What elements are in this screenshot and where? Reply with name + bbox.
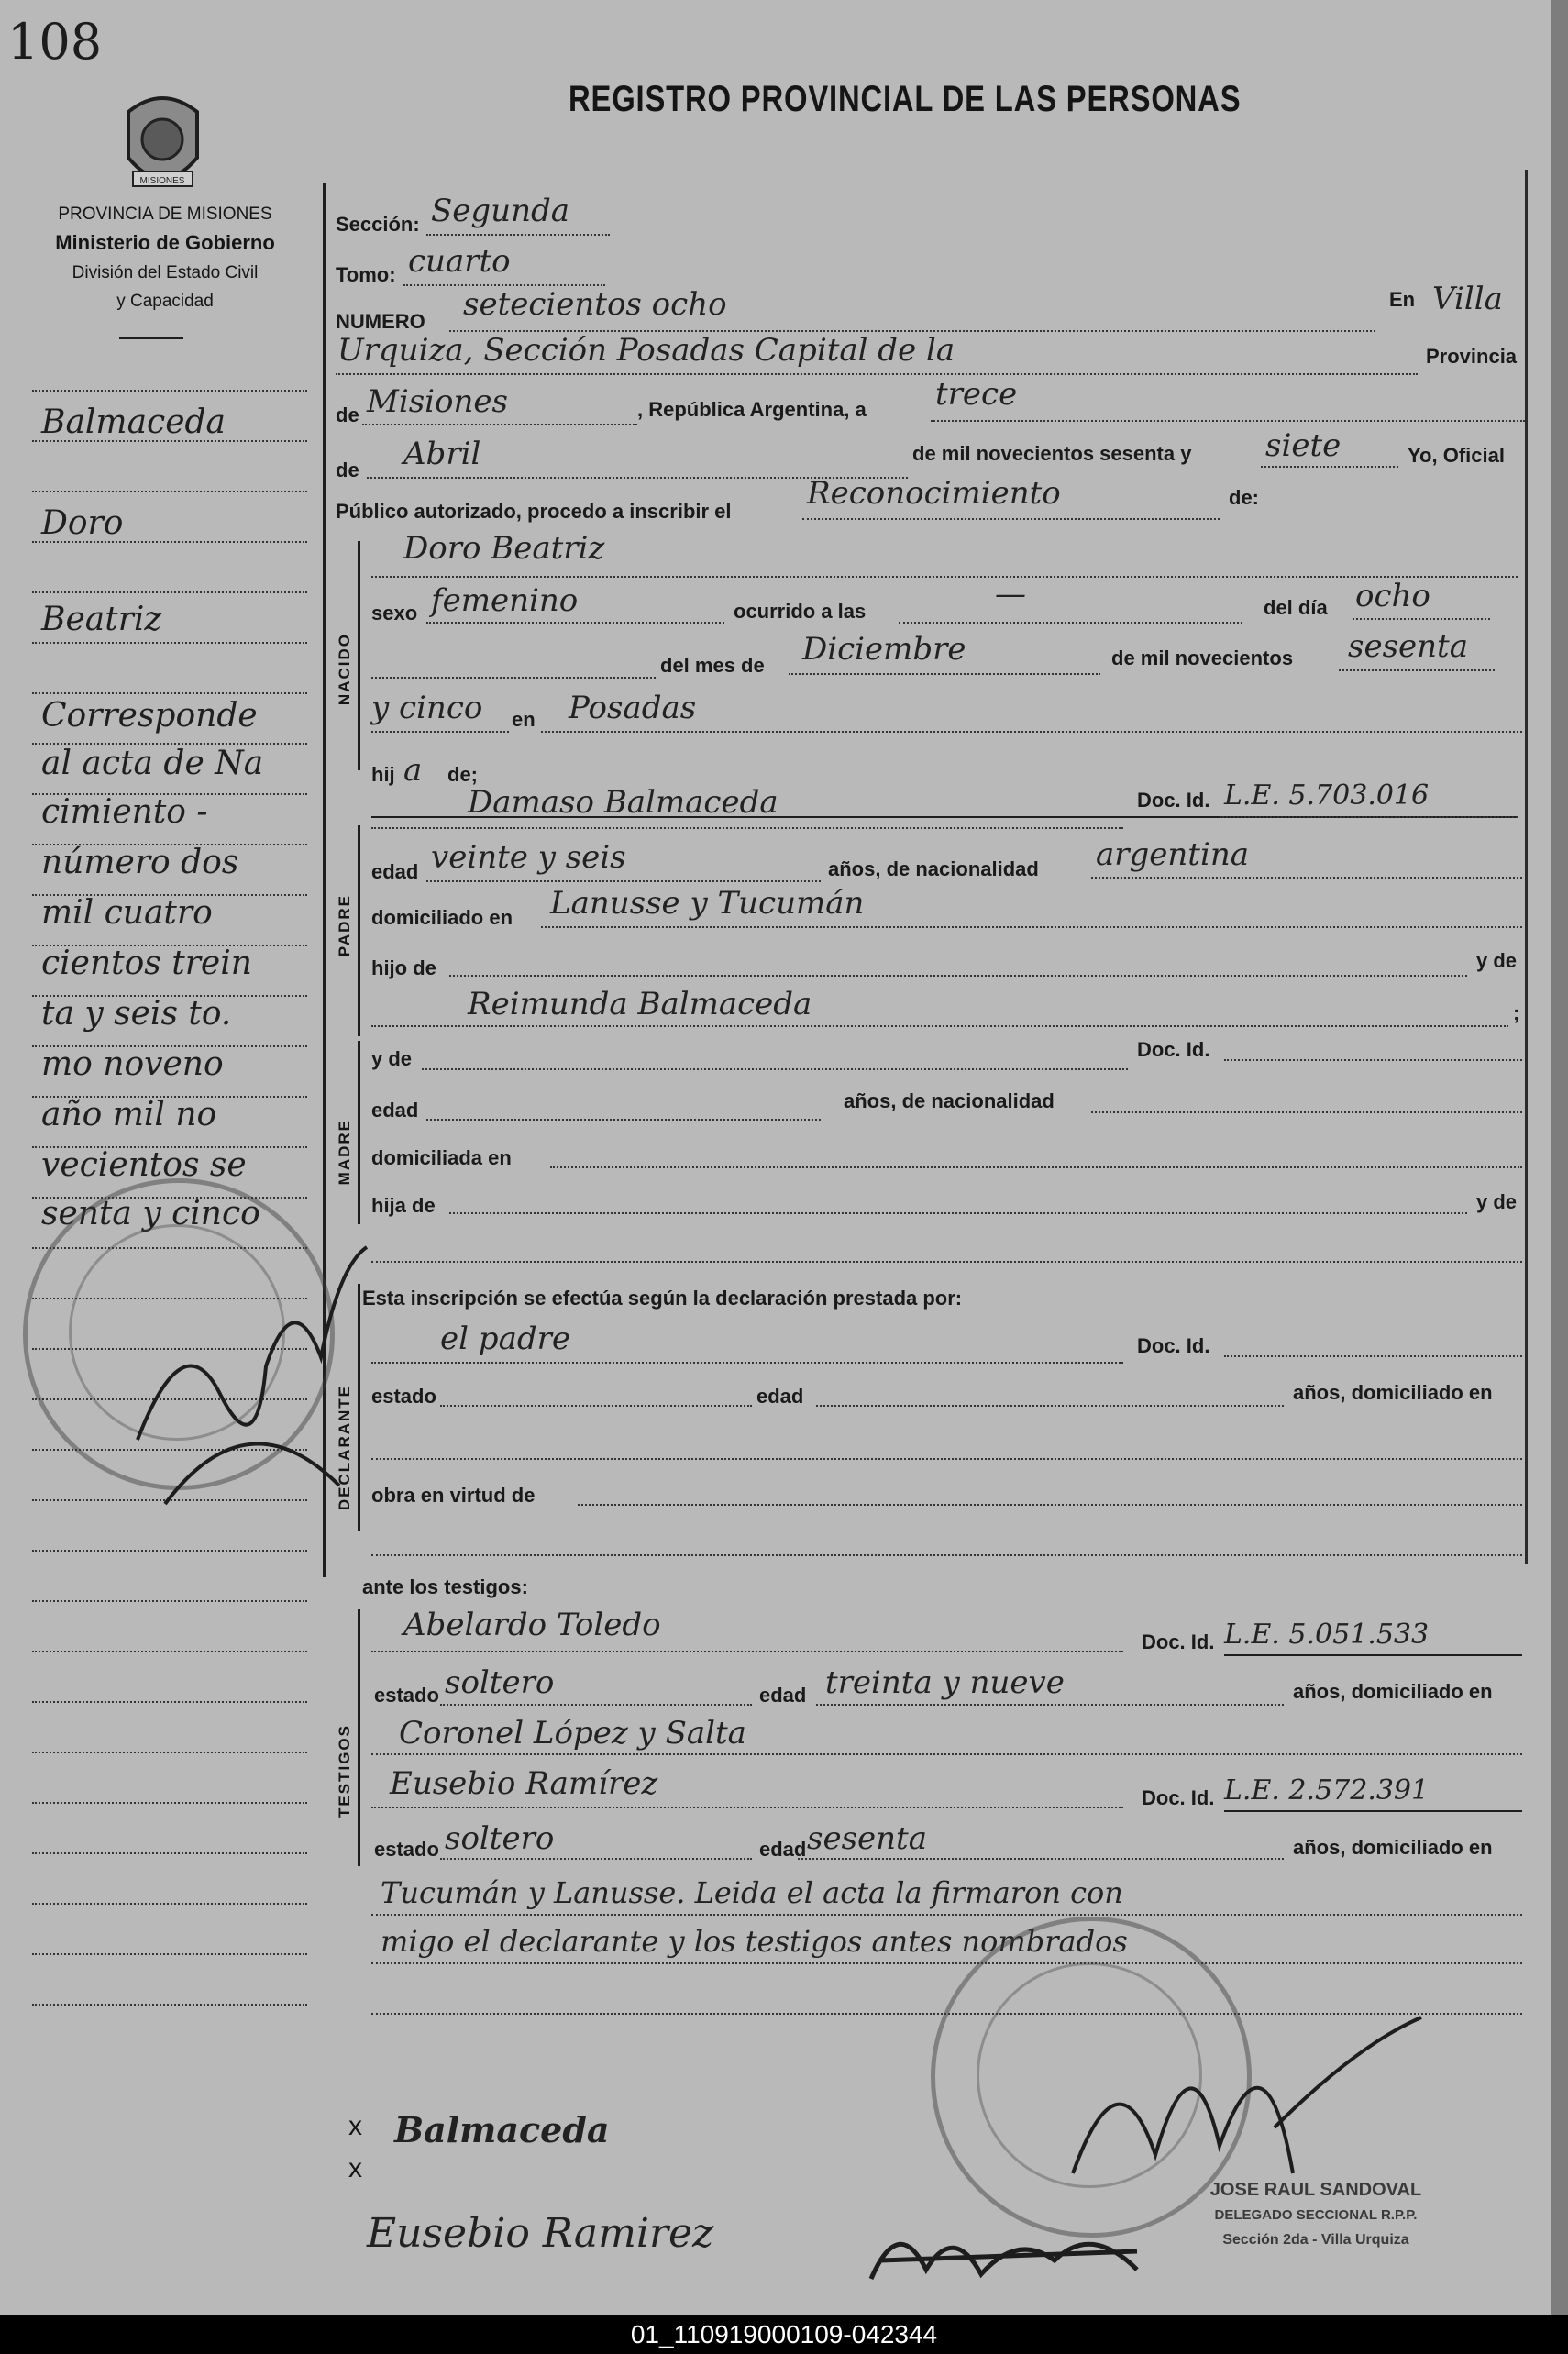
- issuing-authority: [18, 200, 312, 315]
- nacido-en-label: en: [512, 708, 536, 731]
- testigo1-domicilio: Coronel López y Salta: [399, 1715, 746, 1752]
- hij-label: hij: [371, 763, 395, 786]
- nacido-nombre: Doro Beatriz: [403, 530, 605, 567]
- margin-note-line: año mil no: [41, 1096, 217, 1133]
- acto-value: Reconocimiento: [807, 475, 1061, 512]
- madre-hija-label: hija de: [371, 1194, 436, 1217]
- publico-label: Público autorizado, procedo a inscribir el: [336, 500, 732, 523]
- page-frame-right: [1525, 170, 1528, 1564]
- nacido-bracket: [358, 541, 360, 770]
- anio2-value: y cinco: [371, 690, 483, 726]
- de-mes-label: de: [336, 459, 359, 481]
- testigo1-edad-label: edad: [759, 1684, 807, 1707]
- oficial-label: Yo, Oficial: [1408, 444, 1505, 467]
- margin-note-line: senta y cinco: [41, 1195, 260, 1232]
- signature-declarante: Balmaceda: [394, 2109, 610, 2150]
- declarante-intro: Esta inscripción se efectúa según la declaración prestada por:: [362, 1287, 963, 1310]
- officer-role: DELEGADO SECCIONAL R.P.P.: [1214, 2207, 1418, 2223]
- divider: [119, 337, 183, 339]
- numero-label: NUMERO: [336, 310, 425, 333]
- margin-note-line: mo noveno: [41, 1045, 224, 1083]
- padre-edad-value: veinte y seis: [431, 839, 626, 876]
- sexo-value: femenino: [431, 582, 579, 619]
- padre-nacionalidad: argentina: [1096, 836, 1250, 873]
- madre-bracket: [358, 1041, 360, 1224]
- document-title: REGISTRO PROVINCIAL DE LAS PERSONAS: [569, 79, 1242, 119]
- margin-note-line: cimiento -: [41, 793, 208, 831]
- testigos-section-label: TESTIGOS: [336, 1724, 353, 1818]
- testigo1-doc-label: Doc. Id.: [1142, 1630, 1215, 1653]
- testigo2-anos-label: años, domiciliado en: [1293, 1836, 1493, 1859]
- provincia-value: Misiones: [367, 383, 508, 420]
- madre-anos-label: años, de nacionalidad: [844, 1089, 1055, 1112]
- seccion-value: Segunda: [431, 193, 570, 229]
- declarante-section-label: DECLARANTE: [336, 1385, 353, 1511]
- testigos-intro: ante los testigos:: [362, 1575, 528, 1598]
- margin-note-line: Balmaceda: [41, 403, 226, 441]
- officer-place: Sección 2da - Villa Urquiza: [1222, 2232, 1409, 2248]
- capacity-line: y Capacidad: [116, 292, 214, 311]
- padre-semicolon: ;: [1513, 1001, 1520, 1024]
- testigo2-estado-label: estado: [374, 1838, 439, 1861]
- de-semicolon: de;: [447, 763, 478, 786]
- testigo2-doc-value: L.E. 2.572.391: [1224, 1774, 1430, 1807]
- mark-x-1: x: [348, 2111, 362, 2141]
- mark-x-2: x: [348, 2153, 362, 2183]
- madre-doc-label: Doc. Id.: [1137, 1038, 1210, 1061]
- ocurrido-label: ocurrido a las: [734, 600, 867, 623]
- testigo1-edad: treinta y nueve: [825, 1664, 1065, 1701]
- padre-anos-label: años, de nacionalidad: [828, 857, 1039, 880]
- padre-nombre: Damaso Balmaceda: [468, 784, 778, 821]
- en-value: Villa: [1432, 281, 1503, 317]
- padre-edad-label: edad: [371, 860, 419, 883]
- padre-section-label: PADRE: [336, 894, 353, 957]
- numero-value: setecientos ocho: [463, 286, 727, 323]
- padre-bracket: [358, 825, 360, 1036]
- del-dia-label: del día: [1264, 596, 1328, 619]
- anio1-value: sesenta: [1348, 628, 1468, 665]
- mes-value: Abril: [403, 436, 481, 472]
- margin-note-line: al acta de Na: [41, 745, 264, 782]
- mil-label: de mil novecientos: [1111, 647, 1294, 669]
- de-colon-label: de:: [1229, 486, 1259, 509]
- province-name: PROVINCIA DE MISIONES: [58, 204, 272, 224]
- sexo-label: sexo: [371, 602, 418, 624]
- margin-note-line: mil cuatro: [41, 894, 213, 932]
- division-name: División del Estado Civil: [72, 263, 259, 282]
- testigo1-estado: soltero: [445, 1664, 555, 1701]
- dia-value: trece: [935, 376, 1018, 413]
- province-crest-icon: [110, 84, 215, 199]
- declarante-edad-label: edad: [756, 1385, 804, 1408]
- testigo2-nombre: Eusebio Ramírez: [390, 1765, 658, 1802]
- officer-name: JOSE RAUL SANDOVAL: [1209, 2180, 1422, 2200]
- madre-domicilio-label: domiciliada en: [371, 1146, 512, 1169]
- testigo1-nombre: Abelardo Toledo: [403, 1607, 661, 1643]
- scan-footer-id: 01_110919000109-042344: [0, 2315, 1568, 2354]
- anio-label: de mil novecientos sesenta y: [912, 442, 1192, 465]
- padre-doc-value: L.E. 5.703.016: [1224, 779, 1430, 812]
- republica-label: , República Argentina, a: [637, 398, 867, 421]
- dia-value: ocho: [1355, 578, 1430, 614]
- declarante-anos-label: años, domiciliado en: [1293, 1381, 1493, 1404]
- declarante-estado-label: estado: [371, 1385, 436, 1408]
- margin-note-line: ta y seis to.: [41, 995, 232, 1033]
- padre-madre-nombre: Reimunda Balmaceda: [468, 986, 812, 1022]
- anio-value: siete: [1265, 427, 1342, 464]
- madre-yde2-label: y de: [1476, 1190, 1518, 1213]
- testigo2-edad-label: edad: [759, 1838, 807, 1861]
- lugar-value: Urquiza, Sección Posadas Capital de la: [337, 332, 955, 369]
- acta-cierre-1: Tucumán y Lanusse. Leida el acta la firmaron con: [381, 1875, 1123, 1910]
- page-number: 108: [7, 13, 103, 71]
- crest-text: MISIONES: [139, 176, 185, 186]
- margin-note-line: cientos trein: [41, 945, 252, 982]
- madre-yde-label: y de: [371, 1047, 413, 1070]
- acta-cierre-2: migo el declarante y los testigos antes nombrados: [381, 1924, 1128, 1959]
- hora-value: —: [995, 576, 1026, 613]
- margin-note-line: Doro: [41, 504, 124, 542]
- margin-note-line: número dos: [41, 844, 239, 881]
- mes-value: Diciembre: [802, 631, 966, 668]
- padre-hijo-label: hijo de: [371, 956, 436, 979]
- testigo2-doc-label: Doc. Id.: [1142, 1786, 1215, 1809]
- seccion-label: Sección:: [336, 213, 420, 236]
- testigo1-doc-value: L.E. 5.051.533: [1224, 1619, 1430, 1651]
- declarante-bracket: [358, 1284, 360, 1531]
- ministry-name: Ministerio de Gobierno: [55, 231, 275, 254]
- testigo2-estado: soltero: [445, 1820, 555, 1857]
- padre-domicilio-label: domiciliado en: [371, 906, 513, 929]
- en-label: En: [1389, 288, 1416, 311]
- tomo-value: cuarto: [408, 243, 511, 280]
- declarante-obra-label: obra en virtud de: [371, 1484, 536, 1507]
- madre-section-label: MADRE: [336, 1119, 353, 1186]
- del-mes-label: del mes de: [660, 654, 765, 677]
- declarante-doc-label: Doc. Id.: [1137, 1334, 1210, 1357]
- margin-note-line: Beatriz: [41, 601, 162, 638]
- third-signature-icon: [862, 2205, 1174, 2306]
- nacido-section-label: NACIDO: [336, 633, 353, 706]
- de-label: de: [336, 403, 359, 426]
- signature-testigo: Eusebio Ramirez: [367, 2210, 714, 2257]
- margin-note-line: Corresponde: [41, 697, 258, 735]
- madre-edad-label: edad: [371, 1099, 419, 1122]
- declarante-nombre: el padre: [440, 1321, 570, 1357]
- padre-doc-label: Doc. Id.: [1137, 789, 1210, 812]
- hij-suffix: a: [403, 752, 423, 789]
- testigo2-edad: sesenta: [807, 1820, 927, 1857]
- testigos-bracket: [358, 1609, 360, 1866]
- officer-stamp: [1155, 2178, 1476, 2252]
- padre-domicilio-value: Lanusse y Tucumán: [550, 885, 865, 922]
- testigo1-anos-label: años, domiciliado en: [1293, 1680, 1493, 1703]
- padre-yde-label: y de: [1476, 949, 1518, 972]
- margin-note-line: vecientos se: [41, 1146, 247, 1184]
- tomo-label: Tomo:: [336, 263, 396, 286]
- testigo1-estado-label: estado: [374, 1684, 439, 1707]
- provincia-label: Provincia: [1426, 345, 1518, 368]
- nacido-lugar: Posadas: [569, 690, 697, 726]
